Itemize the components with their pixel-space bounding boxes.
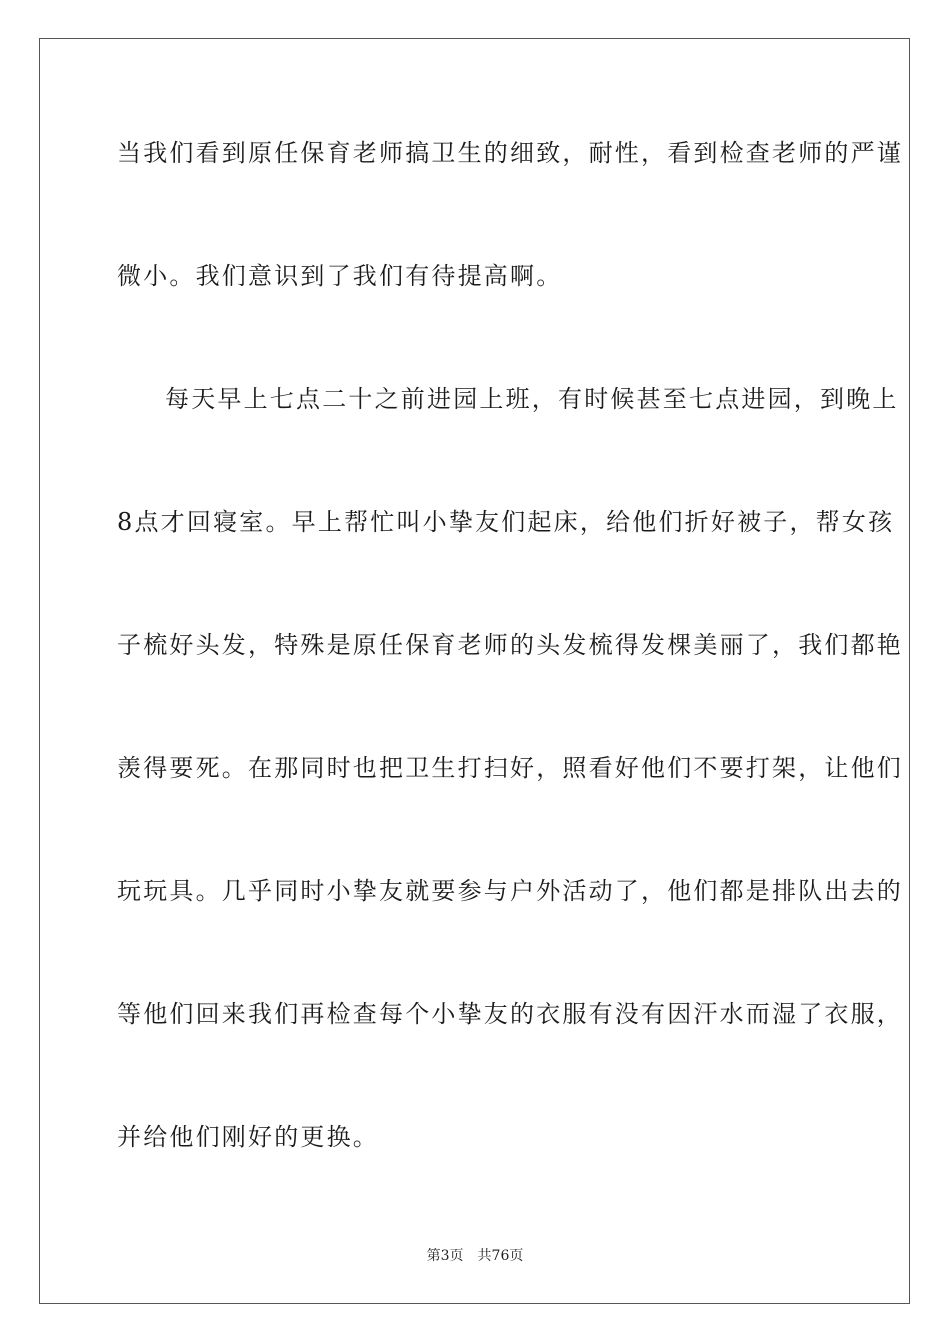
text-line-1: 当我们看到原任保育老师搞卫生的细致，耐性，看到检查老师的严谨 [117,139,903,167]
text-line-7: 玩玩具。几乎同时小挚友就要参与户外活动了，他们都是排队出去的 [117,877,903,905]
page-number: 第3页 [426,1248,464,1264]
page-footer [0,1247,950,1265]
text-line-4: 8点才回寝室。早上帮忙叫小挚友们起床，给他们折好被子，帮女孩 [117,508,895,536]
text-line-3: 每天早上七点二十之前进园上班，有时候甚至七点进园，到晚上 [165,385,899,413]
text-line-8: 等他们回来我们再检查每个小挚友的衣服有没有因汗水而湿了衣服， [117,1000,903,1028]
text-line-9: 并给他们刚好的更换。 [117,1123,379,1151]
page-total: 共76页 [477,1248,524,1264]
text-line-5: 子梳好头发，特殊是原任保育老师的头发梳得发棵美丽了，我们都艳 [117,631,903,659]
page-border [39,38,910,1304]
text-line-6: 羡得要死。在那同时也把卫生打扫好，照看好他们不要打架，让他们 [117,754,903,782]
text-line-2: 微小。我们意识到了我们有待提高啊。 [117,262,563,290]
